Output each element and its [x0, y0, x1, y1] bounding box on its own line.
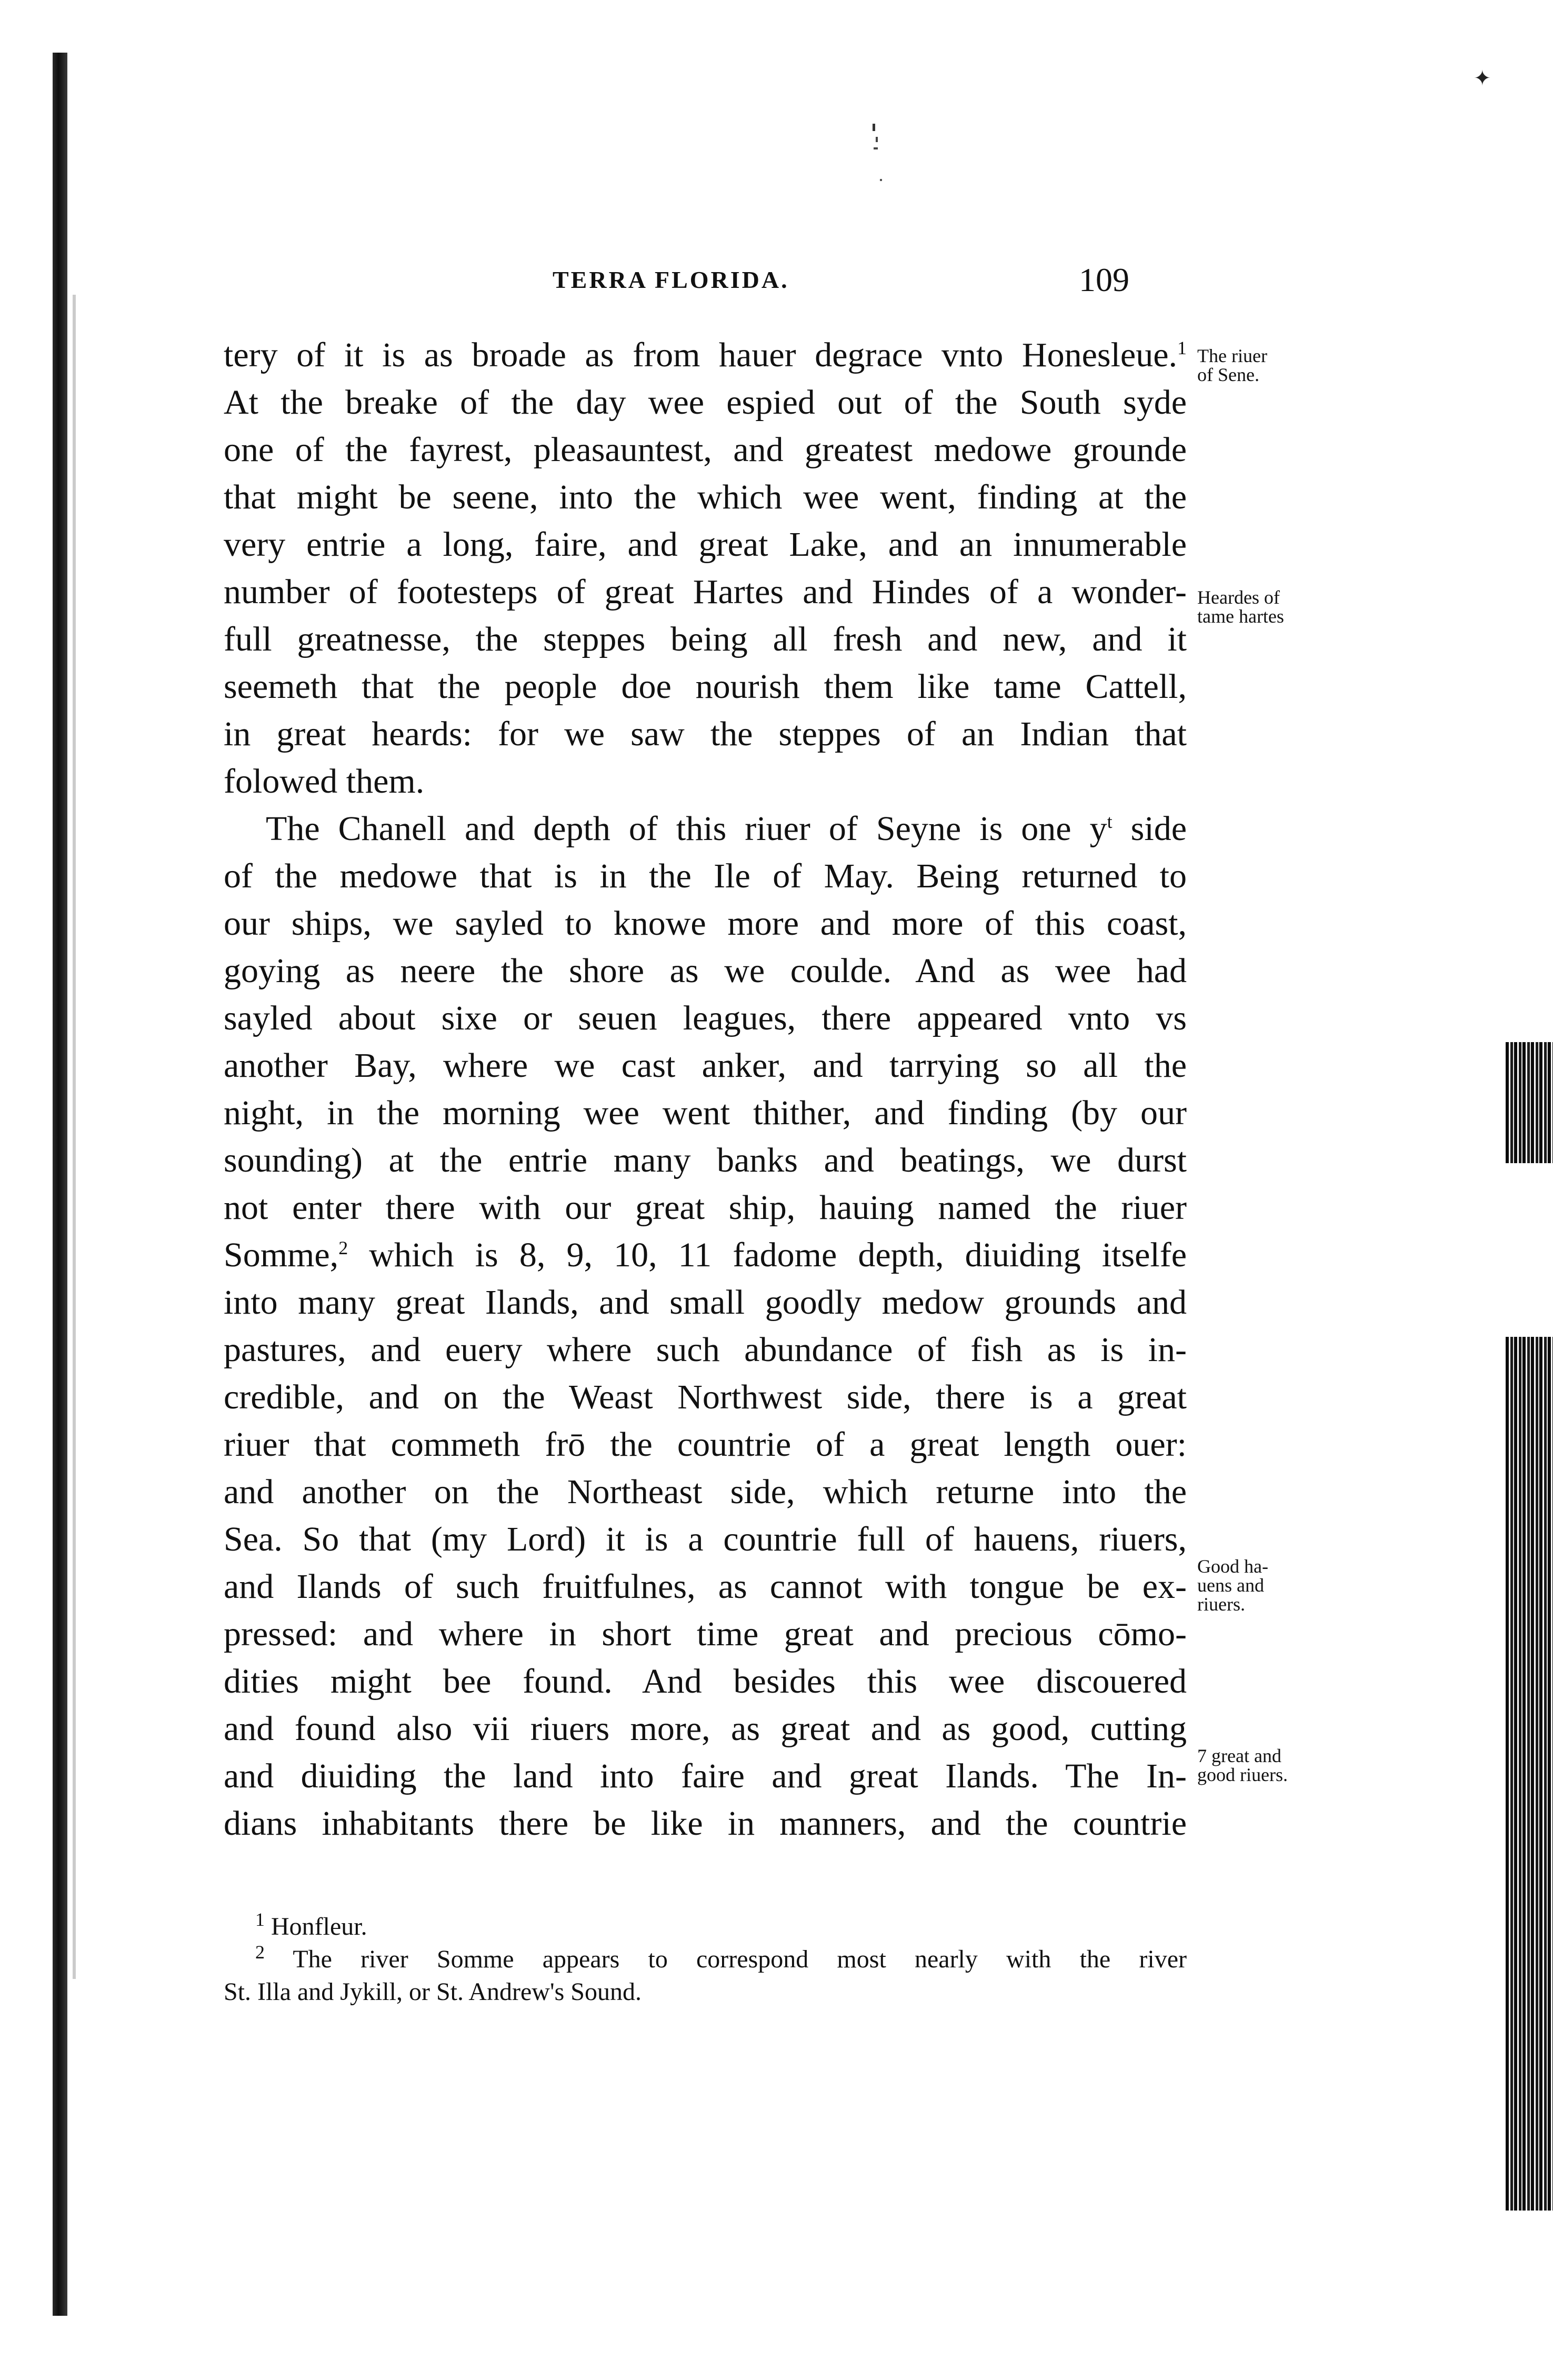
text-line	[224, 1137, 1187, 1184]
margin-note-line: 7 great and	[1197, 1745, 1281, 1766]
text-line	[224, 1563, 1187, 1611]
text-line	[224, 616, 1187, 663]
text-line-content: which is 8, 9, 10, 11 fadome depth, diuiding itselfe	[348, 1236, 1187, 1274]
text-line-content: goying as neere the shore as we coulde. And as wee had	[224, 952, 1187, 990]
margin-note-line: Good ha-	[1197, 1556, 1268, 1577]
page-number: 109	[1079, 261, 1129, 298]
text-line	[224, 947, 1187, 995]
text-line	[224, 1374, 1187, 1421]
text-line	[224, 805, 1187, 853]
binding-edge	[53, 53, 67, 2316]
text-line-content: full greatnesse, the steppes being all fresh and new, and it	[224, 620, 1187, 658]
scan-specks	[853, 121, 895, 189]
text-line-content: our ships, we sayled to knowe more and more of this coast,	[224, 904, 1187, 943]
text-line-content: of the medowe that is in the Ile of May. Being returned to	[224, 857, 1187, 895]
text-line	[224, 1279, 1187, 1326]
text-line	[224, 1753, 1187, 1800]
text-line-content: and found also vii riuers more, as great and as good, cutting	[224, 1709, 1187, 1748]
text-line	[224, 1468, 1187, 1516]
margin-note-line: good riuers.	[1197, 1764, 1288, 1785]
text-line-content: and another on the Northeast side, which returne into the	[224, 1473, 1187, 1511]
text-line	[224, 1705, 1187, 1753]
superscript: 1	[1177, 337, 1187, 358]
margin-note	[1197, 346, 1324, 384]
text-line-content: into many great Ilands, and small goodly medow grounds and	[224, 1283, 1187, 1322]
text-line	[224, 663, 1187, 711]
text-line	[224, 758, 1187, 805]
text-line-content: tery of it is as broade as from hauer degrace vnto Honesleue.	[224, 336, 1177, 374]
text-line	[224, 1800, 1187, 1847]
text-line-content: At the breake of the day wee espied out of the South syde	[224, 383, 1187, 422]
margin-note	[1197, 588, 1324, 626]
margin-note	[1197, 1746, 1324, 1784]
text-line	[224, 426, 1187, 474]
footnote-text: Honfleur.	[271, 1913, 367, 1941]
text-line-content: number of footesteps of great Hartes and Hindes of a wonder-	[224, 573, 1187, 611]
footnotes	[224, 1911, 1187, 2008]
text-line-content: dities might bee found. And besides this wee discouered	[224, 1662, 1187, 1701]
text-line-content: another Bay, where we cast anker, and tarrying so all the	[224, 1046, 1187, 1085]
text-line-content: seemeth that the people doe nourish them like tame Cattell,	[224, 667, 1187, 706]
binding-shadow	[73, 295, 76, 1979]
text-line-content: riuer that commeth frō the countrie of a great length ouer:	[224, 1425, 1187, 1464]
superscript: t	[1107, 811, 1113, 832]
text-line	[224, 900, 1187, 947]
footnote-2-continued: St. Illa and Jykill, or St. Andrew's Sound.	[224, 1978, 642, 2006]
text-line-content: and diuiding the land into faire and great Ilands. The In-	[224, 1757, 1187, 1795]
text-line	[224, 568, 1187, 616]
text-line-content: in great heards: for we saw the steppes of an Indian that	[224, 715, 1187, 753]
text-line-content: Somme,	[224, 1236, 339, 1274]
body-text	[224, 332, 1187, 1847]
text-line	[224, 1516, 1187, 1563]
margin-note-line: riuers.	[1197, 1594, 1245, 1615]
margin-note-line: Heardes of	[1197, 587, 1280, 608]
footnote-1	[224, 1911, 1187, 1943]
margin-note	[1197, 1557, 1324, 1614]
text-line-content: pastures, and euery where such abundance of fish as is in-	[224, 1331, 1187, 1369]
text-line	[224, 995, 1187, 1042]
text-line	[224, 332, 1187, 379]
margin-note-line: uens and	[1197, 1575, 1264, 1596]
text-line	[224, 1232, 1187, 1279]
footnote-marker: 2	[255, 1942, 265, 1963]
text-line	[224, 1184, 1187, 1232]
text-line	[224, 1611, 1187, 1658]
footnote-2	[224, 1943, 1187, 1976]
superscript: 2	[338, 1237, 348, 1258]
text-line-content: and Ilands of such fruitfulnes, as cannot with tongue be ex-	[224, 1567, 1187, 1606]
text-line-content: one of the fayrest, pleasauntest, and greatest medowe grounde	[224, 431, 1187, 469]
margin-note-line: of Sene.	[1197, 364, 1259, 385]
scan-edge-artifact	[1506, 1042, 1553, 1163]
text-line-content: pressed: and where in short time great and precious cōmo-	[224, 1615, 1187, 1653]
footnote-text: The river Somme appears to correspond most nearly with the river	[293, 1945, 1187, 1973]
text-line-content: side	[1112, 809, 1187, 848]
text-line-content: that might be seene, into the which wee went, finding at the	[224, 478, 1187, 516]
margin-note-line: The riuer	[1197, 345, 1267, 366]
running-title: TERRA FLORIDA.	[553, 266, 789, 293]
scan-edge-artifact	[1506, 1337, 1553, 2211]
text-line-content: The Chanell and depth of this riuer of Seyne is one y	[266, 809, 1107, 848]
text-line	[224, 1089, 1187, 1137]
scan-mark: ✦	[1474, 66, 1491, 90]
text-line	[224, 711, 1187, 758]
margin-note-line: tame hartes	[1197, 606, 1284, 627]
text-line	[224, 1421, 1187, 1468]
text-line-content: sounding) at the entrie many banks and beatings, we durst	[224, 1141, 1187, 1179]
text-line	[224, 853, 1187, 900]
text-line-content: not enter there with our great ship, hauing named the riuer	[224, 1188, 1187, 1227]
text-line-content: night, in the morning wee went thither, and finding (by our	[224, 1094, 1187, 1132]
text-line-content: dians inhabitants there be like in manners, and the countrie	[224, 1804, 1187, 1843]
text-line	[224, 474, 1187, 521]
text-line-content: credible, and on the Weast Northwest side, there is a great	[224, 1378, 1187, 1416]
footnote-marker: 1	[255, 1909, 265, 1930]
text-line-content: sayled about sixe or seuen leagues, there appeared vnto vs	[224, 999, 1187, 1037]
text-line	[224, 1042, 1187, 1089]
text-line	[224, 1658, 1187, 1705]
text-line	[224, 379, 1187, 426]
text-line-content: Sea. So that (my Lord) it is a countrie full of hauens, riuers,	[224, 1520, 1187, 1558]
text-line-content: very entrie a long, faire, and great Lake, and an innumerable	[224, 525, 1187, 564]
text-line	[224, 521, 1187, 568]
text-line	[224, 1326, 1187, 1374]
text-line-content: folowed them.	[224, 762, 425, 801]
